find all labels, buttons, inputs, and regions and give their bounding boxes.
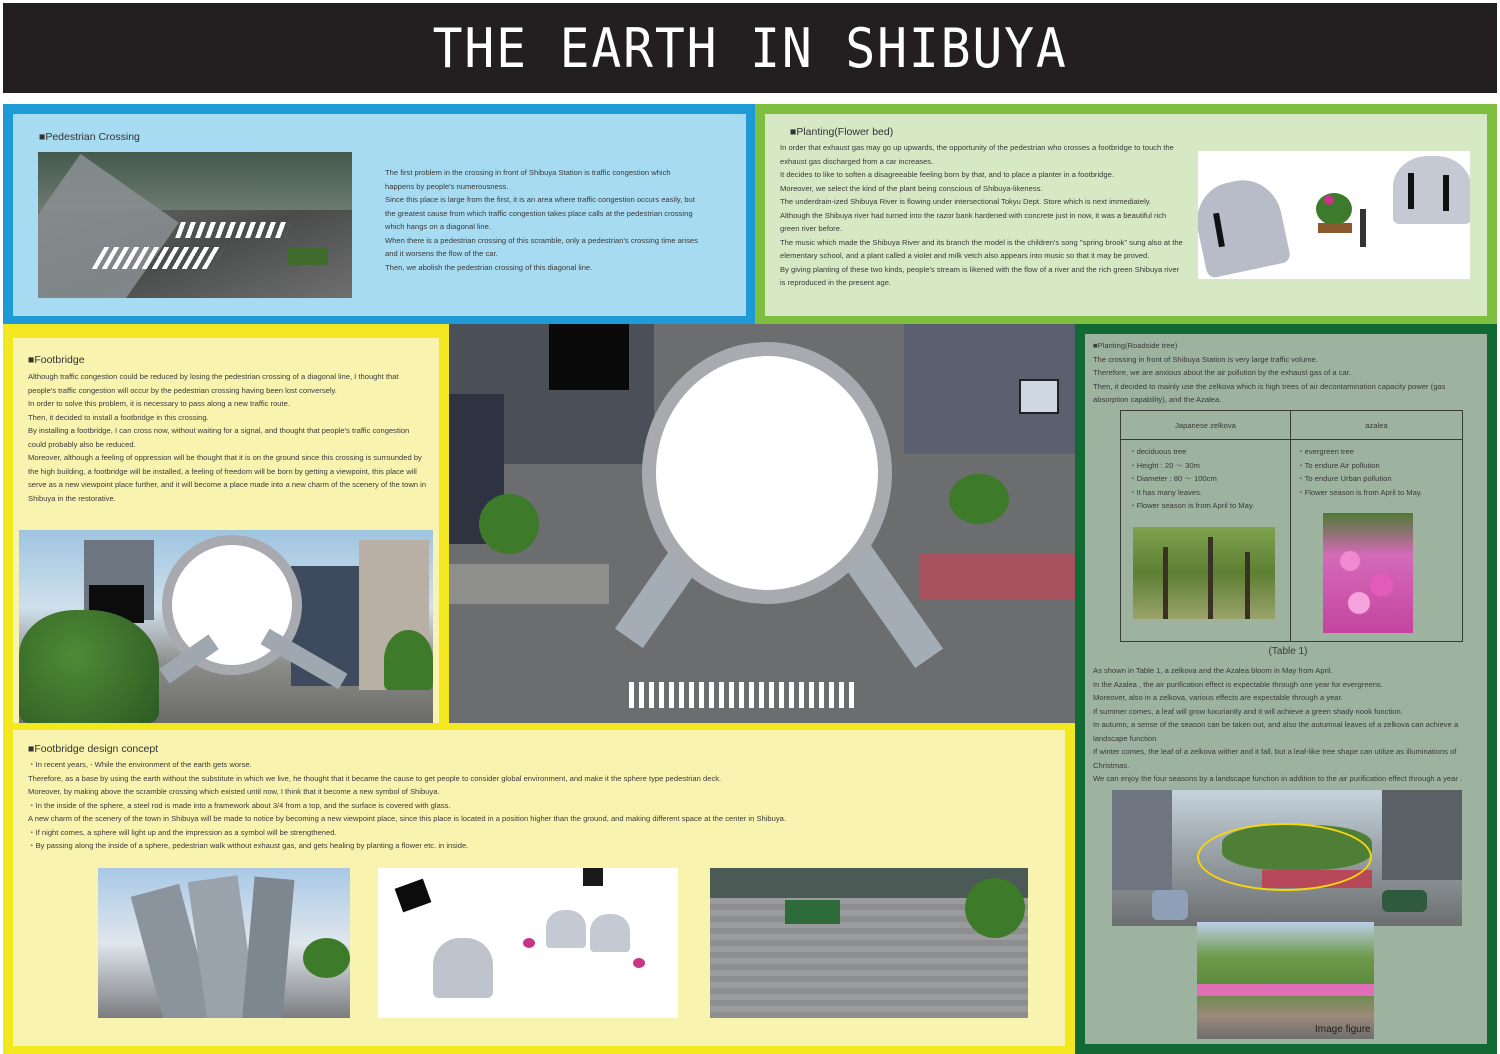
flower-text-p4: The underdrain-ized Shibuya River is flowing under intersectional Tokyu Dept. Store which is next immediately. xyxy=(780,197,1152,206)
crossing-photo xyxy=(38,152,352,298)
azalea-trait: ・To endure Urban pollution xyxy=(1297,474,1392,483)
sphere-aerial-render xyxy=(449,324,1075,723)
roadside-heading: ■Planting(Roadside tree) xyxy=(1093,341,1178,350)
zelkova-trait: ・Flower season is from April to May. xyxy=(1129,501,1255,510)
design-text-p7: ・By passing along the inside of a sphere, pedestrian walk without exhaust gas, and gets healing by planting a flower etc. in inside. xyxy=(28,841,469,850)
footbridge-text-p5: Moreover, although a feeling of oppression will be thought that it is on the ground since this crossing is surrounded by the high building, a footbridge will be installed, a feeling of freedom will be born by getting a viewpoint, this place will serve as a new viewpoint place further, and it will become a place made into a new charm of the scenery of the town in Shibuya in the restorative. xyxy=(28,453,427,503)
flower-text-p3: Moreover, we select the kind of the plant being conscious of Shibuya-likeness. xyxy=(780,183,1043,193)
footbridge-heading: ■Footbridge xyxy=(28,354,85,366)
roadside-text-p4: As shown in Table 1, a zelkova and the Azalea bloom in May from April. xyxy=(1093,666,1333,675)
roadside-text-p7: If summer comes, a leaf will grow luxuriantly and it will achieve a green shady nook function. xyxy=(1093,706,1403,716)
footbridge-text-p4: By installing a footbridge, I can cross now, without waiting for a signal, and thought that people's traffic congestion could probably also be reduced. xyxy=(28,426,410,449)
roadside-text-p3: Then, it decided to mainly use the zelkova which is high trees of air decontamination capacity power (gas absorption capability), and the Azalea. xyxy=(1093,381,1446,404)
title-bar xyxy=(3,3,1497,93)
design-concept-panel xyxy=(3,723,1075,1054)
table-header-zelkova: Japanese zelkova xyxy=(1175,421,1236,430)
table-header-azalea: azalea xyxy=(1365,421,1388,430)
roadside-text-p6: Moreover, also in a zelkova, various effects are expectable through a year. xyxy=(1093,693,1343,702)
azalea-photo xyxy=(1323,513,1413,633)
roadside-street-render xyxy=(1112,790,1462,926)
roadside-text-p9: If winter comes, the leaf of a zelkova wither and it fall, but a leaf-like tree shape can utilize as illuminations of Christmas. xyxy=(1093,747,1457,770)
roadside-photo xyxy=(1197,922,1374,1039)
footbridge-panel xyxy=(3,324,449,730)
footbridge-text xyxy=(28,370,428,505)
flower-bed-render xyxy=(1198,151,1470,279)
roadside-text-p1: The crossing in front of Shibuya Station is very large traffic volume. xyxy=(1093,354,1318,364)
design-text-p5: A new charm of the scenery of the town in Shibuya will be made to notice by becoming a new viewpoint place, since this place is located in a position higher than the ground, and making different space at the center in Shibuya. xyxy=(28,814,786,823)
flower-text-p6: The music which made the Shibuya River and its branch the model is the children's song "spring brook" sung also at the elementary school, and a plant called a violet and milk vetch also appears into music so that it may be proved. xyxy=(780,237,1183,260)
table-caption: (Table 1) xyxy=(1268,646,1308,657)
pedestrian-text-p4: Then, we abolish the pedestrian crossing of this diagonal line. xyxy=(385,262,593,272)
flower-text-p1: In order that exhaust gas may go up upwards, the opportunity of the pedestrian who crosses a footbridge to touch the exhaust gas discharged from a car increases. xyxy=(780,143,1174,166)
flower-text-p2: It decides to like to soften a disagreeable feeling born by that, and to place a planter in a footbridge. xyxy=(780,170,1114,179)
design-concept-text xyxy=(28,758,1058,853)
flower-text-p5: Although the Shibuya river had turned into the razor bank hardened with concrete just in now, it was a beautiful rich green river before. xyxy=(780,210,1167,233)
zelkova-traits xyxy=(1129,445,1287,513)
planting-flower-bed-panel xyxy=(755,104,1497,324)
zelkova-trait: ・Height : 20 ～ 30m xyxy=(1129,460,1200,470)
flower-text-p7: By giving planting of these two kinds, people's stream is likened with the flow of a river and the rich green Shibuya river is reproduced in the present age. xyxy=(780,264,1180,287)
design-concept-heading: ■Footbridge design concept xyxy=(28,743,159,755)
zelkova-trait: ・It has many leaves. xyxy=(1129,487,1203,497)
escalator-render xyxy=(98,868,350,1018)
roadside-explanation xyxy=(1093,664,1485,786)
image-figure-caption: Image figure xyxy=(1315,1024,1371,1035)
zelkova-photo xyxy=(1133,527,1275,619)
design-text-p4: ・In the inside of the sphere, a steel rod is made into a framework about 3/4 from a top, and the surface is covered with glass. xyxy=(28,800,451,810)
design-text-p3: Moreover, by making above the scramble crossing which existed until now, I think that it become a new symbol of Shibuya. xyxy=(28,787,440,796)
pedestrian-text-p3: When there is a pedestrian crossing of this scramble, only a pedestrian's crossing time arises and it worsens the flow of the car. xyxy=(385,235,698,258)
footbridge-text-p3: Then, it decided to install a footbridge in this crossing. xyxy=(28,412,209,422)
roadside-tree-panel xyxy=(1075,324,1497,1054)
footbridge-text-p1: Although traffic congestion could be reduced by losing the pedestrian crossing of a diagonal line, I thought that people's traffic congestion will occur by the pedestrian crossing having been lost conversely. xyxy=(28,372,399,395)
pedestrian-text-p2: Since this place is large from the first, it is an area where traffic congestion occurs easily, but the greatest cause from which traffic congestion takes place calls at the pedestrian crossing which hangs on a diagonal line. xyxy=(385,195,695,231)
zelkova-trait: ・Diameter : 80 ～ 100cm xyxy=(1129,474,1217,483)
sphere-street-render xyxy=(19,530,433,724)
pedestrian-text-p1: The first problem in the crossing in front of Shibuya Station is traffic congestion which happens by people's numerousness. xyxy=(385,168,671,191)
zelkova-trait: ・deciduous tree xyxy=(1129,447,1187,456)
design-text-p6: ・If night comes, a sphere will light up and the impression as a symbol will be strengthened. xyxy=(28,827,337,837)
planting-flower-heading: ■Planting(Flower bed) xyxy=(790,126,894,138)
planting-flower-text xyxy=(780,141,1185,290)
roadside-text-p8: In autumn, a sense of the season can be taken out, and also the autumnal leaves of a zelkova can achieve a landscape function xyxy=(1093,720,1459,743)
roadside-text-p10: We can enjoy the four seasons by a landscape function in addition to the air purification effect through a year . xyxy=(1093,774,1463,783)
comparison-table xyxy=(1120,410,1463,642)
azalea-trait: ・Flower season is from April to May. xyxy=(1297,487,1423,497)
pedestrian-crossing-panel xyxy=(3,104,755,324)
crowd-plaza-render xyxy=(710,868,1028,1018)
roadside-text-p5: In the Azalea , the air purification effect is expectable through one year for evergreens. xyxy=(1093,679,1383,689)
pedestrian-crossing-text xyxy=(385,166,701,274)
pedestrian-crossing-heading: ■Pedestrian Crossing xyxy=(39,131,140,143)
roadside-intro xyxy=(1093,339,1483,407)
footbridge-text-p2: In order to solve this problem, it is necessary to pass along a new traffic route. xyxy=(28,399,290,408)
design-text-p2: Therefore, as a base by using the earth without the substitute in which we live, he thought that it became the cause to get people to consider global environment, and make it the sphere type pedestrian deck. xyxy=(28,773,722,783)
roadside-text-p2: Therefore, we are anxious about the air pollution by the exhaust gas of a car. xyxy=(1093,368,1351,377)
design-text-p1: ・In recent years, - While the environment of the earth gets worse. xyxy=(28,760,252,769)
azalea-trait: ・To endure Air pollution xyxy=(1297,460,1380,470)
sphere-interior-render xyxy=(378,868,678,1018)
page-title: THE EARTH IN SHIBUYA xyxy=(432,16,1068,80)
azalea-trait: ・evergreen tree xyxy=(1297,447,1354,456)
azalea-traits xyxy=(1297,445,1459,499)
